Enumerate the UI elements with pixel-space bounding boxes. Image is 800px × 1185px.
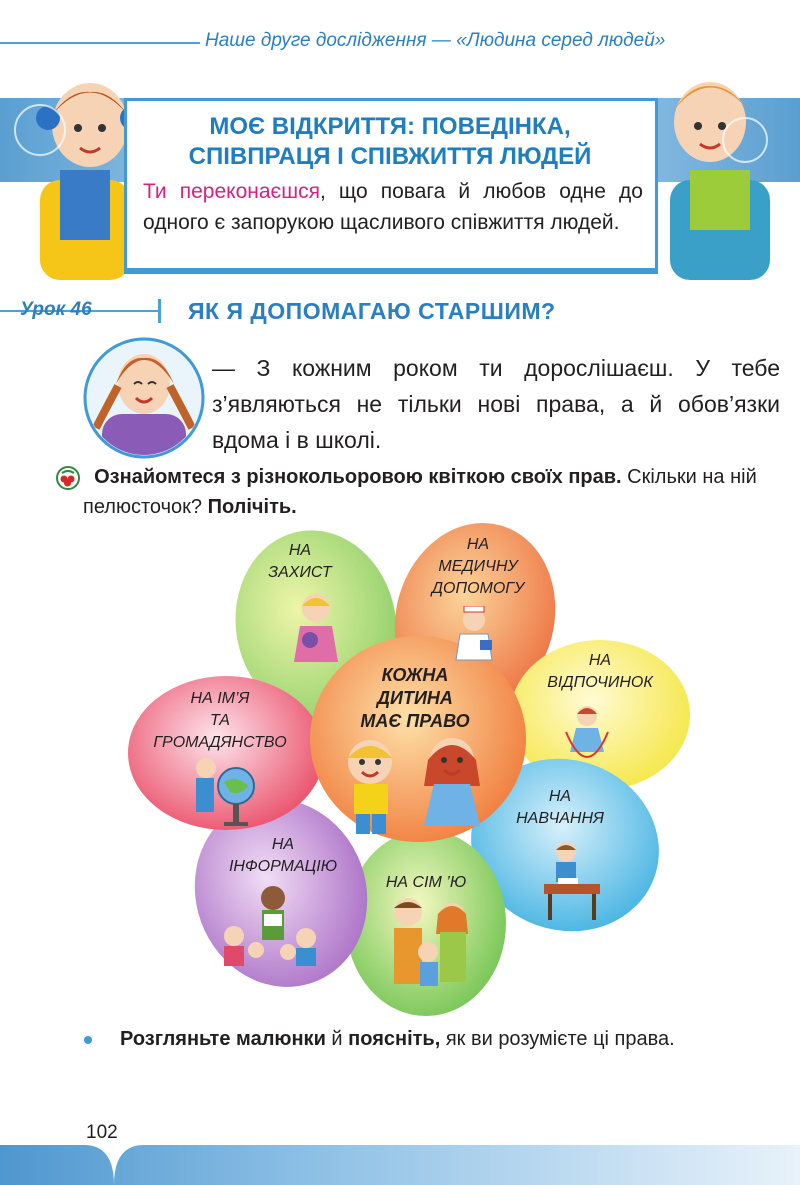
page-number: 102 xyxy=(86,1122,118,1143)
label-education xyxy=(500,786,620,830)
label-protection-line2: ЗАХИСТ xyxy=(268,564,332,581)
bullet-marker xyxy=(84,1036,92,1044)
girl-with-doll-illustration xyxy=(286,590,346,670)
task-plain: Скільки на ній пелюсточок? xyxy=(83,466,757,518)
label-family: НА СІМ ’Ю xyxy=(385,874,467,891)
nurse-illustration xyxy=(450,606,498,662)
bullet-plain1: й xyxy=(325,1028,349,1050)
label-name xyxy=(130,688,310,754)
bullet-plain2: як ви розумієте ці права. xyxy=(440,1028,675,1050)
label-medical-line1: НА xyxy=(466,536,490,553)
family-illustration xyxy=(380,894,480,1000)
label-information-line1: НА xyxy=(271,836,295,853)
teacher-speech: — З кожним роком ти дорослішаєш. У тебе з’являються не тільки нові права, а й обов’язки вдома і в школі. xyxy=(212,355,780,453)
label-protection-line1: НА xyxy=(288,542,312,559)
label-medical-line3: ДОПОМОГУ xyxy=(431,580,525,597)
discovery-title-line2: СПІВПРАЦЯ І СПІВЖИТТЯ ЛЮДЕЙ xyxy=(188,143,592,170)
boy-with-globe-illustration xyxy=(190,752,260,830)
discovery-body: , що повага й любов одне до одного є запорукою щасливого співжиття людей. xyxy=(143,180,643,234)
label-name-line1: НА ІМ’Я xyxy=(190,690,250,707)
label-protection xyxy=(250,540,350,584)
center-label-line1: КОЖНА xyxy=(381,665,449,685)
footer-notch xyxy=(84,1145,144,1185)
task-bold1: Ознайомтеся з різнокольоровою квіткою своїх прав. xyxy=(94,466,622,488)
label-rest xyxy=(525,650,675,694)
lesson-title: ЯК Я ДОПОМАГАЮ СТАРШИМ? xyxy=(188,298,556,324)
bullet-bold2: поясніть, xyxy=(348,1028,441,1050)
jump-rope-girl-illustration xyxy=(562,702,612,770)
bullet-bold1: Розгляньте малюнки xyxy=(120,1028,326,1050)
lesson-number: Урок 46 xyxy=(20,299,161,323)
label-name-line3: ГРОМАДЯНСТВО xyxy=(153,734,287,751)
schoolboy-at-desk-illustration xyxy=(540,838,604,922)
discovery-lead: Ти переконаєшся xyxy=(143,180,320,203)
bullet-text xyxy=(120,1024,780,1054)
label-name-line2: ТА xyxy=(210,712,230,729)
children-reading-illustration xyxy=(218,884,328,968)
center-label xyxy=(340,664,490,733)
center-label-line3: МАЄ ПРАВО xyxy=(360,711,470,731)
label-medical xyxy=(408,534,548,600)
label-information xyxy=(210,834,356,878)
label-rest-line2: ВІДПОЧИНОК xyxy=(547,674,653,691)
discovery-title-line1: МОЄ ВІДКРИТТЯ: ПОВЕДІНКА, xyxy=(209,113,571,140)
label-education-line2: НАВЧАННЯ xyxy=(516,810,604,827)
label-medical-line2: МЕДИЧНУ xyxy=(438,558,518,575)
running-title: Наше друге дослідження — «Людина серед людей» xyxy=(205,30,666,51)
label-rest-line1: НА xyxy=(588,652,612,669)
label-information-line2: ІНФОРМАЦІЮ xyxy=(228,858,338,875)
label-education-line1: НА xyxy=(548,788,572,805)
center-label-line2: ДИТИНА xyxy=(377,688,453,708)
two-children-illustration xyxy=(330,730,510,840)
task-bold2: Полічіть. xyxy=(207,496,297,518)
